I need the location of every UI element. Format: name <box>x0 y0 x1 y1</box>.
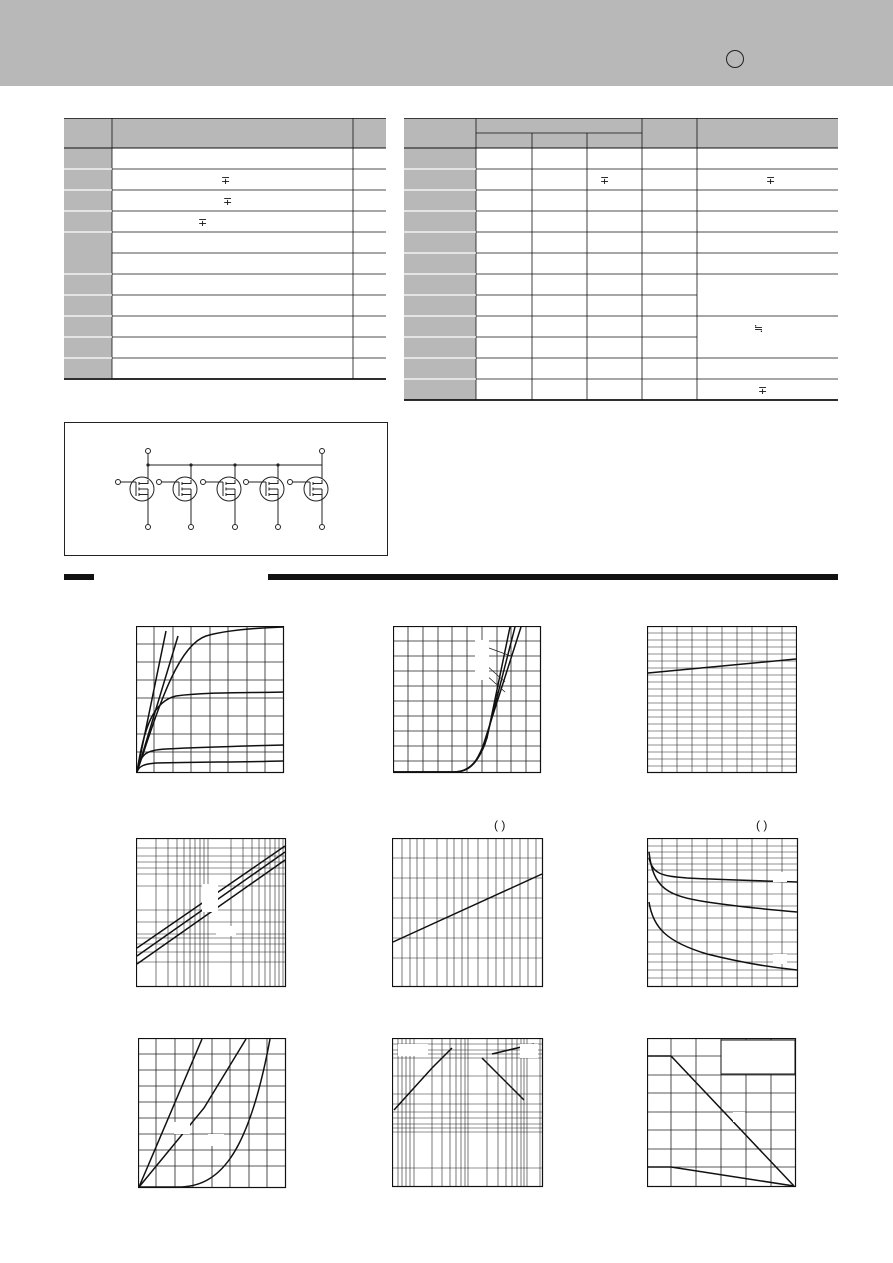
chart-capacitance <box>647 838 799 995</box>
symbol-2: ∓ <box>223 195 233 208</box>
circle-mark-icon <box>726 50 744 68</box>
chart-safe-operating-area <box>392 1038 544 1195</box>
chart-transconductance <box>136 838 287 994</box>
chart-transfer-characteristics <box>393 626 543 781</box>
rt-symbol-3: ≒ <box>754 322 764 335</box>
rt-symbol-4: ∓ <box>758 384 768 397</box>
symbol-3: ∓ <box>198 216 208 229</box>
chart-gate-charge <box>138 1038 288 1195</box>
symbol-1: ∓ <box>221 174 231 187</box>
line-b <box>137 636 178 772</box>
chart-output-characteristics <box>136 626 286 781</box>
electrical-characteristics-table <box>404 118 840 404</box>
equivalent-circuit-diagram <box>64 422 389 563</box>
section-bar-left <box>64 574 94 580</box>
chart6-bracket: ( ) <box>756 818 768 832</box>
chart-power-derating <box>647 1038 799 1195</box>
chart-rds-temperature <box>647 626 797 781</box>
page-header-band <box>0 0 893 86</box>
rt-symbol-1: ∓ <box>600 174 610 187</box>
chart-source-drain-diode <box>392 838 544 995</box>
rt-symbol-2: ∓ <box>766 174 776 187</box>
section-bar-right <box>268 574 838 580</box>
table-symbol-column <box>64 148 112 378</box>
absolute-ratings-table <box>64 118 388 382</box>
chart5-bracket: ( ) <box>494 818 506 832</box>
